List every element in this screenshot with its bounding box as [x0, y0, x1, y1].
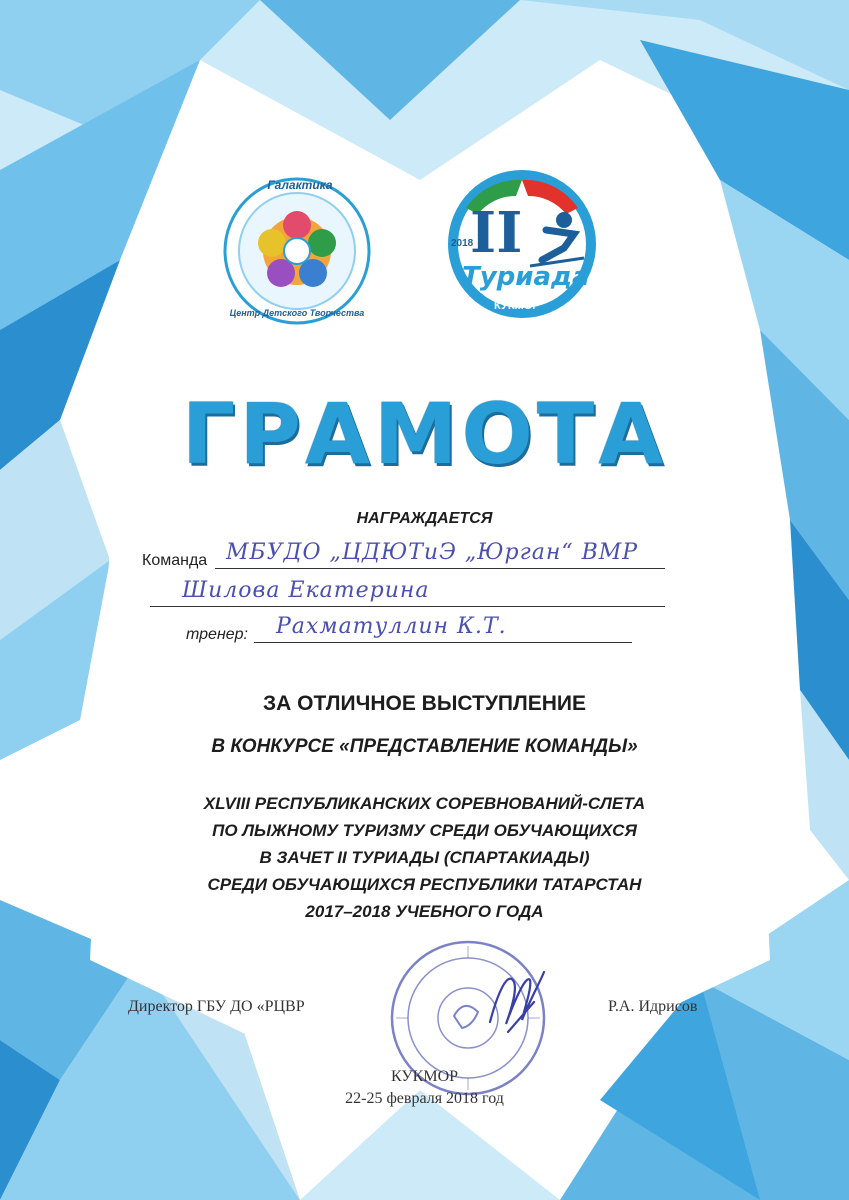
logo-right-roman: II	[470, 200, 523, 266]
director-label: Директор ГБУ ДО «РЦВР	[128, 998, 305, 1015]
logo-right-place: КУКМОР	[494, 300, 540, 312]
event-description	[0, 790, 849, 925]
logo-left-top-text: Галактика	[267, 178, 333, 192]
place-text: КУКМОР	[390, 1068, 459, 1085]
team-label: Команда	[142, 552, 208, 569]
galaktika-logo	[222, 176, 372, 326]
participant-underline	[150, 606, 665, 607]
team-underline	[215, 568, 665, 569]
coach-label: тренер:	[186, 626, 248, 643]
coach-value: Рахматуллин К.Т.	[276, 614, 507, 639]
event-line: XLVIII РЕСПУБЛИКАНСКИХ СОРЕВНОВАНИЙ-СЛЕТА	[203, 794, 646, 813]
event-line: В ЗАЧЕТ II ТУРИАДЫ (СПАРТАКИАДЫ)	[259, 848, 590, 867]
coach-underline	[254, 642, 632, 643]
logo-right-year: 2018	[451, 238, 474, 249]
participant-value: Шилова Екатерина	[182, 578, 430, 603]
logo-right-name: Туриада	[462, 262, 590, 292]
event-line: СРЕДИ ОБУЧАЮЩИХСЯ РЕСПУБЛИКИ ТАТАРСТАН	[207, 875, 642, 894]
team-value: МБУДО „ЦДЮТиЭ „Юрган“ ВМР	[226, 540, 639, 565]
contest-text: В КОНКУРСЕ «ПРЕДСТАВЛЕНИЕ КОМАНДЫ»	[211, 736, 638, 757]
for-text: ЗА ОТЛИЧНОЕ ВЫСТУПЛЕНИЕ	[262, 692, 587, 715]
logo-left-bottom-text: Центр Детского Творчества	[229, 308, 365, 318]
signature	[478, 962, 558, 1042]
event-line: ПО ЛЫЖНОМУ ТУРИЗМУ СРЕДИ ОБУЧАЮЩИХСЯ	[212, 821, 637, 840]
event-line: 2017–2018 УЧЕБНОГО ГОДА	[305, 902, 544, 921]
page-title: ГРАМОТА	[181, 385, 668, 483]
director-name: Р.А. Идрисов	[608, 998, 698, 1015]
date-text: 22-25 февраля 2018 год	[345, 1090, 504, 1107]
awarded-label: НАГРАЖДАЕТСЯ	[356, 510, 493, 527]
